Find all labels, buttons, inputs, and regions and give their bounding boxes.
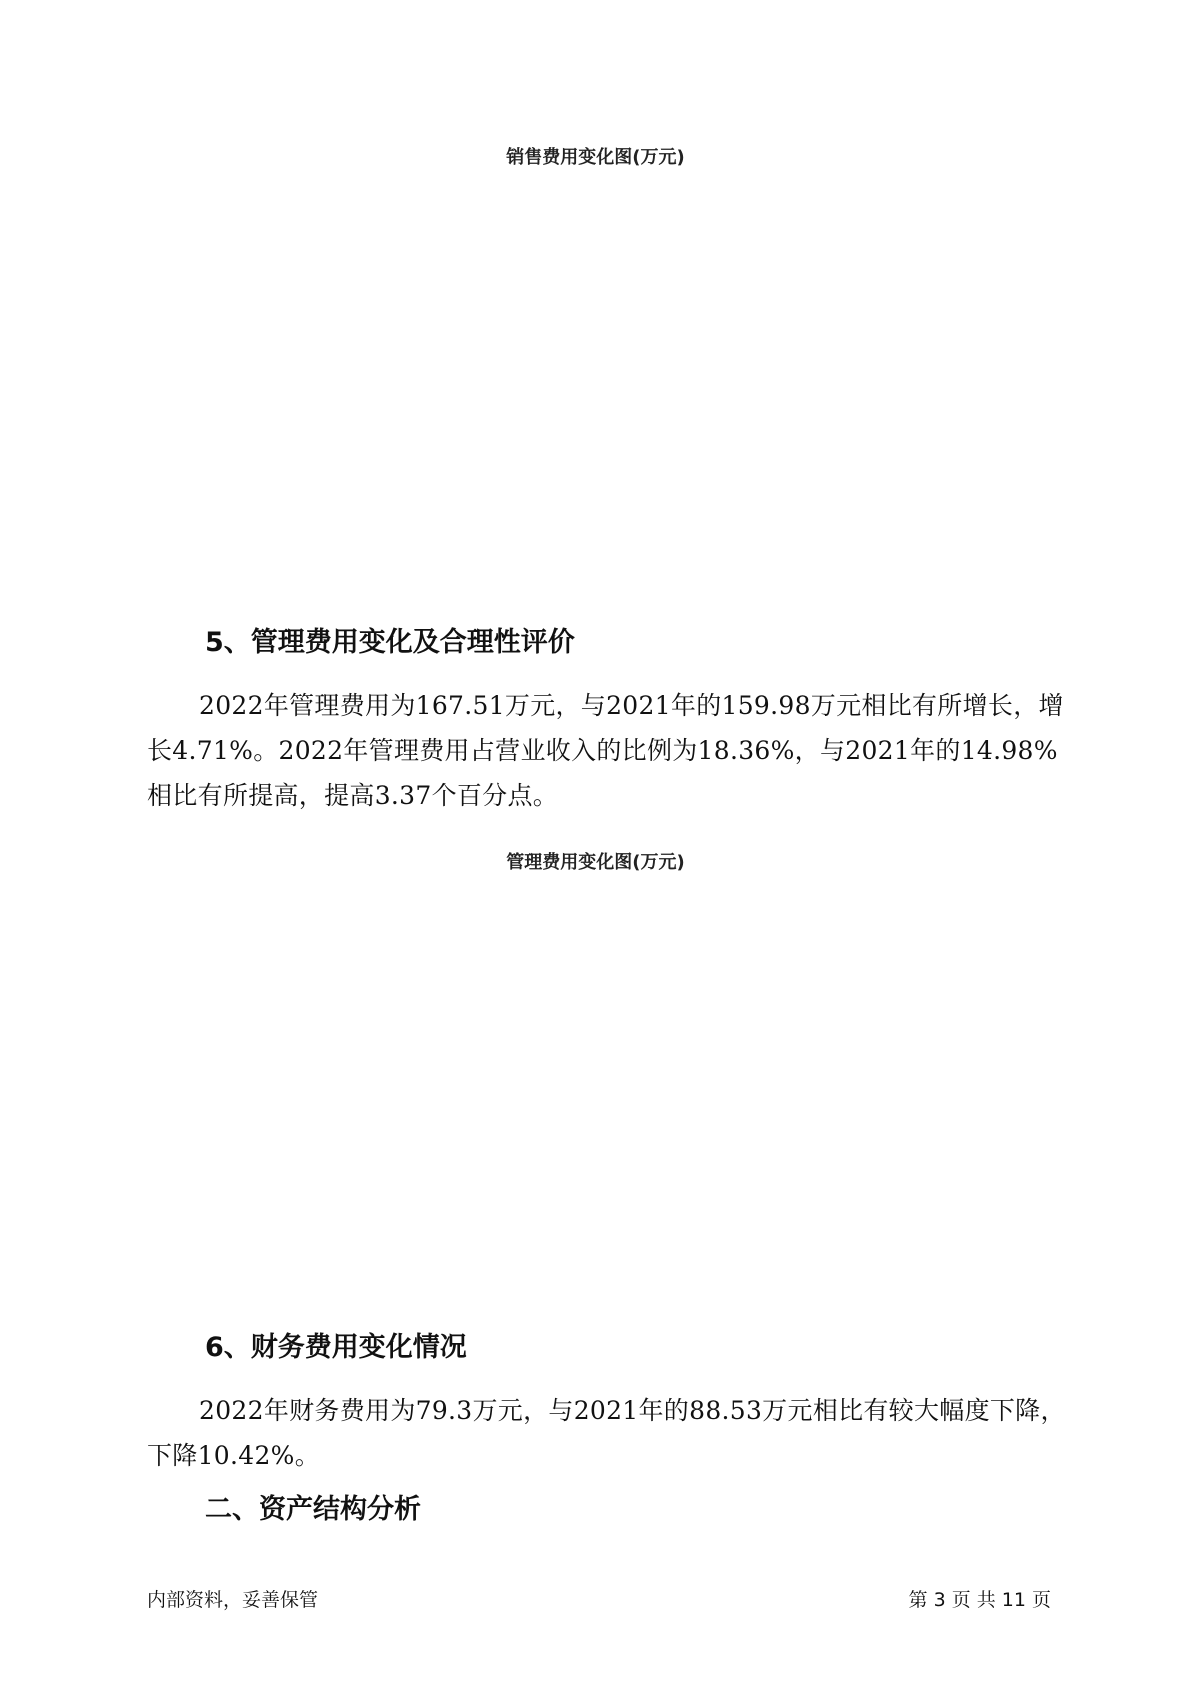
section-two-heading: 二、资产结构分析	[205, 1494, 421, 1525]
section-5-heading: 5、管理费用变化及合理性评价	[205, 627, 575, 658]
sales-expense-chart	[0, 170, 1191, 590]
chart-title-sales: 销售费用变化图(万元)	[506, 147, 685, 168]
footer-page-number: 第 3 页 共 11 页	[908, 1589, 1051, 1611]
section-6-heading: 6、财务费用变化情况	[205, 1332, 467, 1363]
chart-title-admin: 管理费用变化图(万元)	[506, 852, 685, 873]
footer-confidential: 内部资料，妥善保管	[147, 1589, 319, 1611]
section-6-paragraph: 2022年财务费用为79.3万元，与2021年的88.53万元相比有较大幅度下降，下降10.42%。	[147, 1396, 1066, 1470]
admin-expense-chart	[0, 875, 1191, 1295]
section-5-paragraph: 2022年管理费用为167.51万元，与2021年的159.98万元相比有所增长，增长4.71%。2022年管理费用占营业收入的比例为18.36%，与2021年的14.98%相比有所提高，提高3.37个百分点。	[147, 691, 1064, 810]
